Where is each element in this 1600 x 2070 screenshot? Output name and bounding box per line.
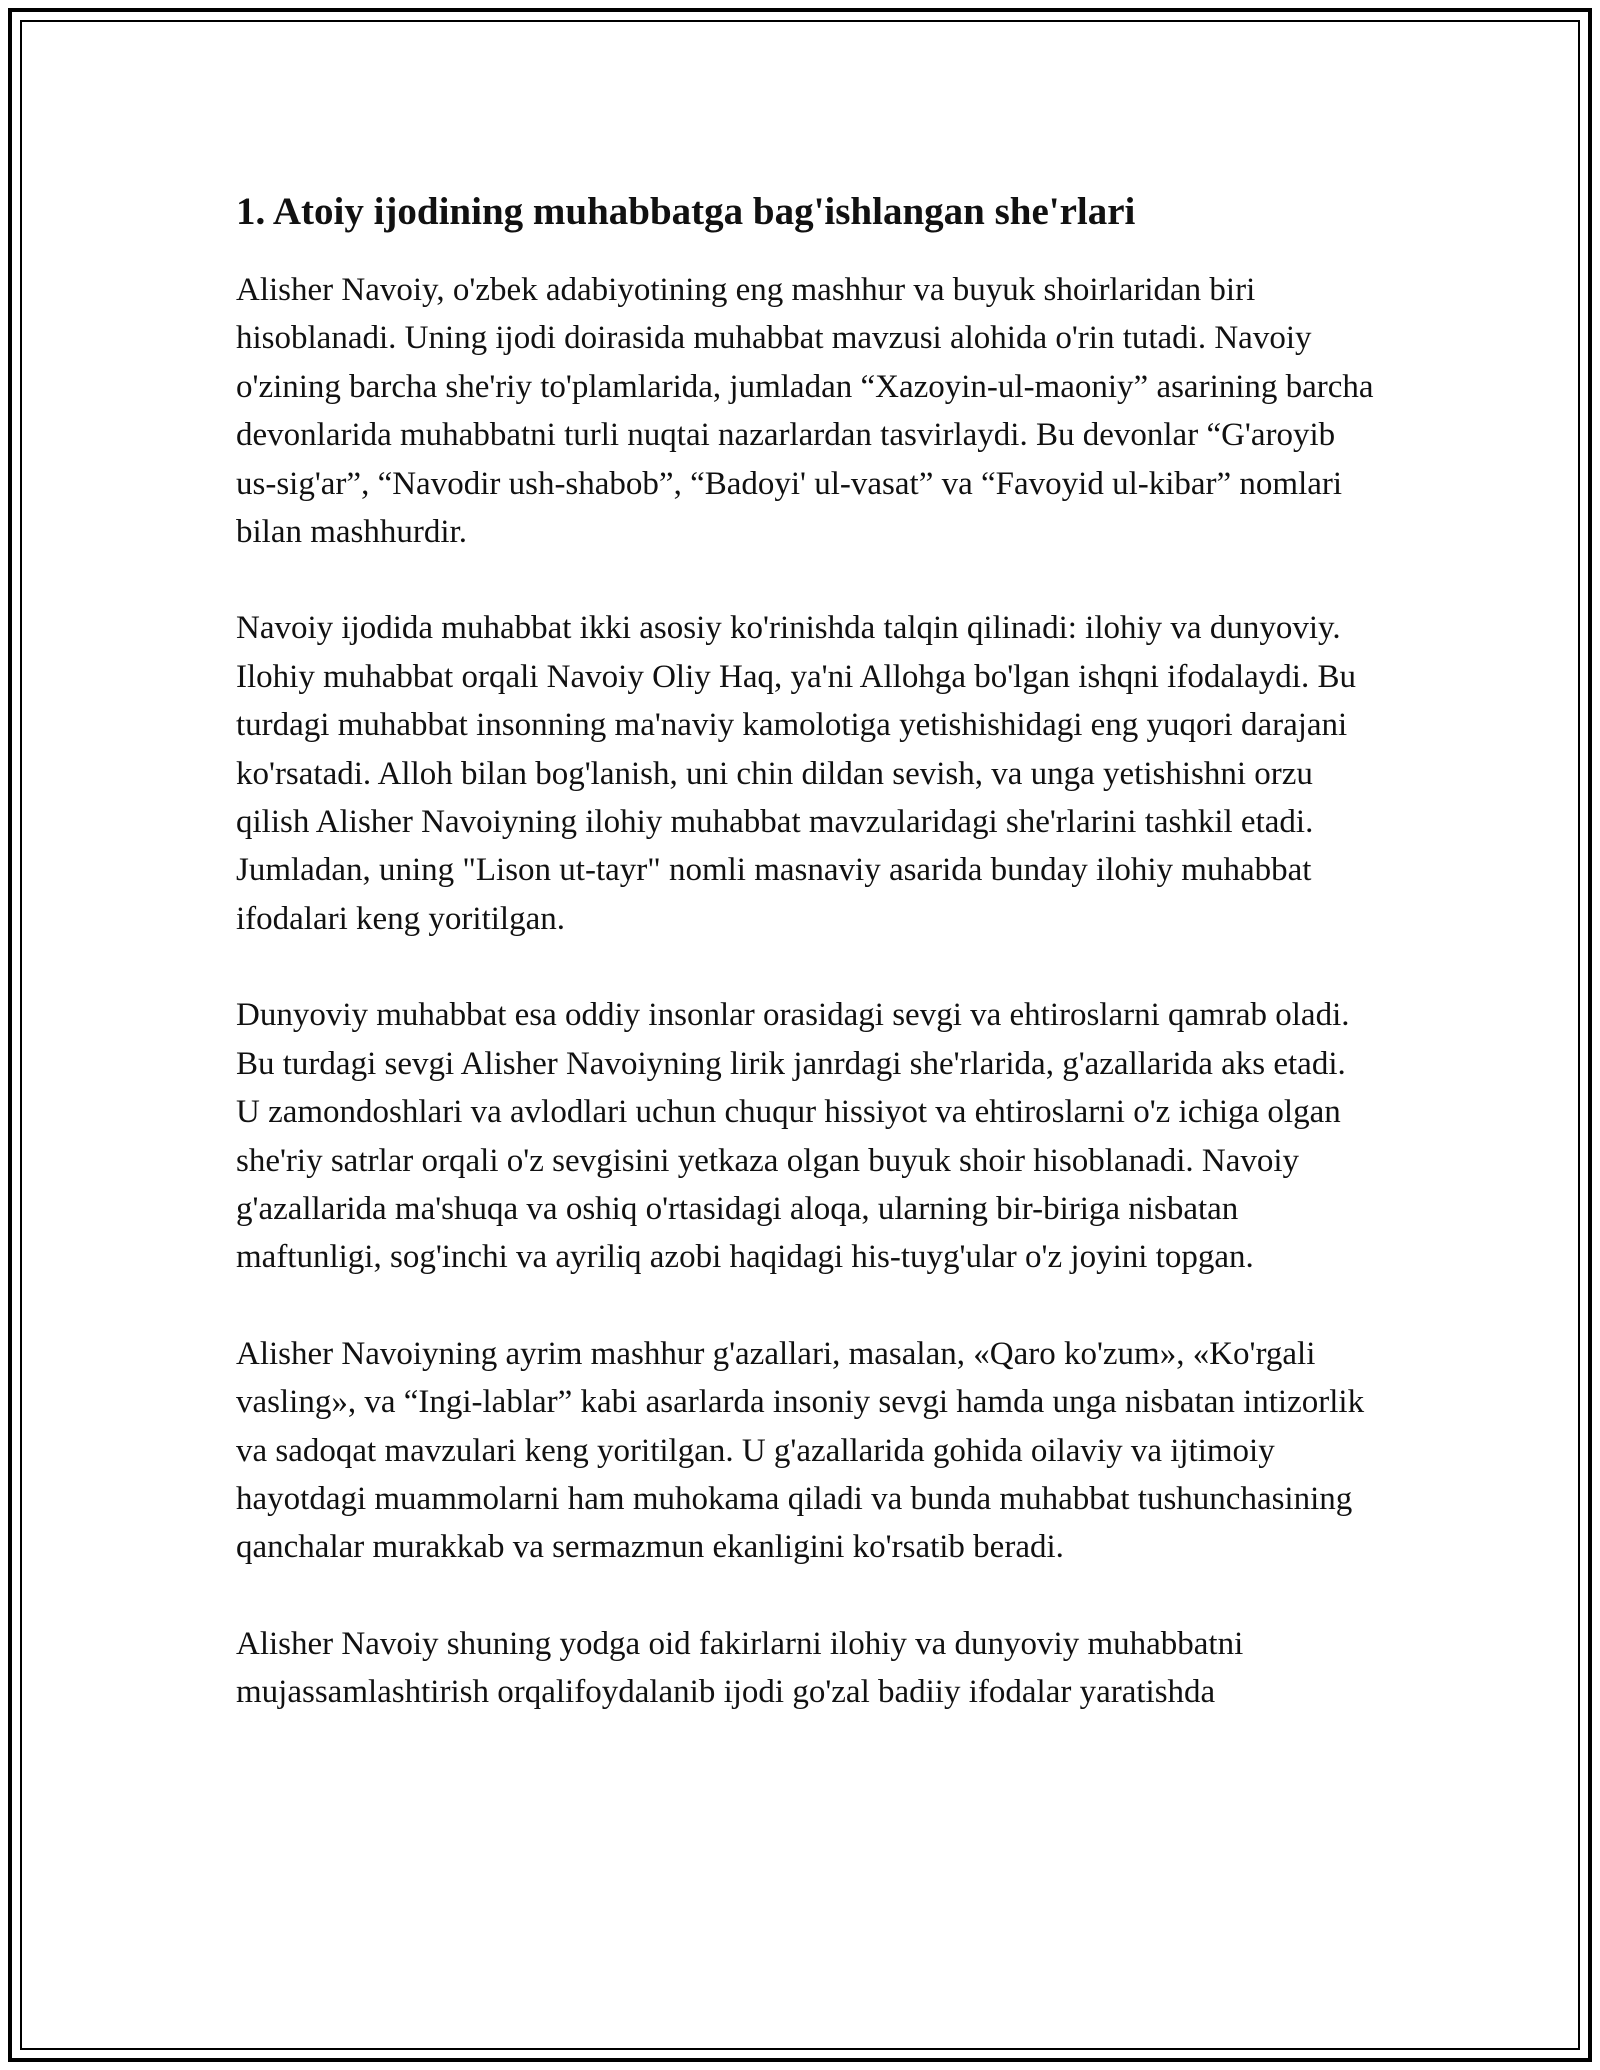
paragraph-1: Alisher Navoiy, o'zbek adabiyotining eng mashhur va buyuk shoirlaridan biri hisoblanadi. Uning ijodi doirasida muhabbat mavzusi alohida o'rin tutadi. Navoiy o'zining barcha she'riy to'plamlarida, jumladan “Xazoyin-ul-maoniy” asarining barcha devonlarida muhabbatni turli nuqtai nazarlardan tasvirlaydi. Bu devonlar “G'aroyib us-sig'ar”, “Navodir ush-shabob”, “Badoyi' ul-vasat” va “Favoyid ul-kibar” nomlari bilan mashhurdir.	[236, 272, 1374, 551]
paragraph-3: Dunyoviy muhabbat esa oddiy insonlar orasidagi sevgi va ehtiroslarni qamrab oladi. Bu turdagi sevgi Alisher Navoiyning lirik janrdagi she'rlarida, g'azallarida aks etadi. U zamondoshlari va avlodlari uchun chuqur hissiyot va ehtiroslarni o'z ichiga olgan she'riy satrlar orqali o'z sevgisini yetkaza olgan buyuk shoir hisoblanadi. Navoiy g'azallarida ma'shuqa va oshiq o'rtasidagi aloqa, ularning bir-biriga nisbatan maftunligi, sog'inchi va ayriliq azobi haqidagi his-tuyg'ular o'z joyini topgan.	[236, 997, 1350, 1276]
paragraph-4: Alisher Navoiyning ayrim mashhur g'azallari, masalan, «Qaro ko'zum», «Ko'rgali vasling», va “Ingi-lablar” kabi asarlarda insoniy sevgi hamda unga nisbatan intizorlik va sadoqat mavzulari keng yoritilgan. U g'azallarida gohida oilaviy va ijtimoiy hayotdagi muammolarni ham muhokama qiladi va bunda muhabbat tushunchasining qanchalar murakkab va sermazmun ekanligini ko'rsatib beradi.	[236, 1335, 1365, 1566]
paragraph-5: Alisher Navoiy shuning yodga oid fakirlarni ilohiy va dunyoviy muhabbatni mujassamlashtirish orqalifoydalanib ijodi go'zal badiiy ifodalar yaratishda	[236, 1625, 1244, 1711]
paragraph-2: Navoiy ijodida muhabbat ikki asosiy ko'rinishda talqin qilinadi: ilohiy va dunyoviy. Ilohiy muhabbat orqali Navoiy Oliy Haq, ya'ni Allohga bo'lgan ishqni ifodalaydi. Bu turdagi muhabbat insonning ma'naviy kamolotiga yetishishidagi eng yuqori darajani ko'rsatadi. Alloh bilan bog'lanish, uni chin dildan sevish, va unga yetishishni orzu qilish Alisher Navoiyning ilohiy muhabbat mavzularidagi she'rlarini tashkil etadi. Jumladan, uning "Lison ut-tayr" nomli masnaviy asarida bunday ilohiy muhabbat ifodalari keng yoritilgan.	[236, 610, 1356, 937]
document-body	[236, 186, 1376, 1765]
section-title: 1. Atoiy ijodining muhabbatga bag'ishlangan she'rlari	[236, 190, 1136, 233]
